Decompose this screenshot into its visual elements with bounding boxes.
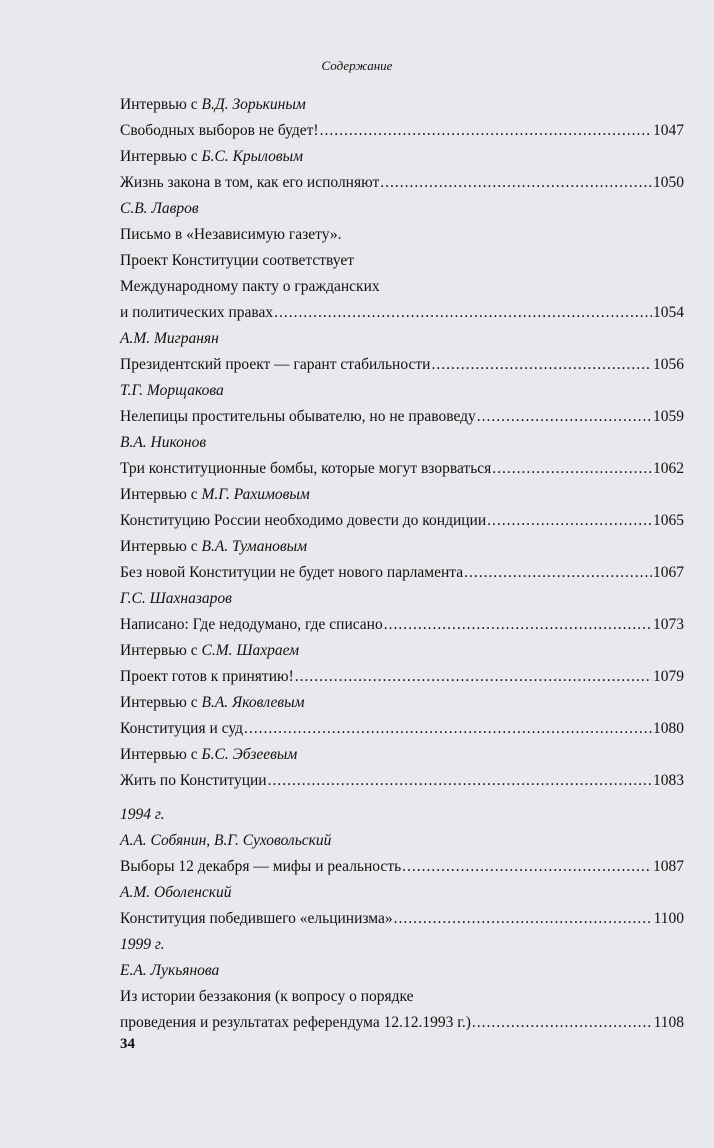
toc-entry: Нелепицы простительны обывателю, но не правоведу ..... 1059 (120, 404, 684, 430)
section-year: 1999 г. (120, 936, 165, 953)
toc-entry: Три конституционные бомбы, которые могут взорваться ..... 1062 (120, 456, 684, 482)
toc-entry: Конституция победившего «ельцинизма» ..... 1100 (120, 906, 684, 932)
toc-author: Интервью с В.А. Тумановым (120, 538, 308, 555)
toc-entry: Написано: Где недодумано, где списано ..... 1073 (120, 612, 684, 638)
page-number: 1087 (653, 858, 684, 875)
toc-entry: Жизнь закона в том, как его исполняют ..... 1050 (120, 170, 684, 196)
toc-author: Интервью с Б.С. Крыловым (120, 148, 303, 165)
toc-author: Интервью с В.А. Яковлевым (120, 694, 305, 711)
toc-author: А.А. Собянин, В.Г. Суховольский (120, 832, 332, 849)
toc-entry: Выборы 12 декабря — мифы и реальность ..... 1087 (120, 854, 684, 880)
page-number: 1050 (653, 174, 684, 191)
page-number: 1100 (653, 910, 684, 927)
page-number: 1062 (653, 460, 684, 477)
toc-author: С.В. Лавров (120, 200, 199, 217)
toc-entry: проведения и результатах референдума 12.12.1993 г.) ..... 1108 (120, 1010, 684, 1036)
toc-author: Т.Г. Морщакова (120, 382, 224, 399)
page-number: 1065 (653, 512, 684, 529)
toc-author: Интервью с Б.С. Эбзеевым (120, 746, 298, 763)
toc-entry: Без новой Конституции не будет нового парламента ..... 1067 (120, 560, 684, 586)
toc-entry: Жить по Конституции ..... 1083 (120, 768, 684, 794)
page-number: 1067 (653, 564, 684, 581)
toc-author: А.М. Мигранян (120, 330, 219, 347)
toc-author: А.М. Оболенский (120, 884, 232, 901)
toc-entry-line: Проект Конституции соответствует (120, 252, 355, 269)
section-year: 1994 г. (120, 806, 165, 823)
page-number: 1047 (653, 122, 684, 139)
page-number: 1080 (653, 720, 684, 737)
toc-entry-line: Письмо в «Независимую газету». (120, 226, 342, 243)
toc-entry-line: Международному пакту о гражданских (120, 278, 380, 295)
toc-entry: и политических правах ..... 1054 (120, 300, 684, 326)
toc-author: Г.С. Шахназаров (120, 590, 232, 607)
toc-entry: Свободных выборов не будет! ..... 1047 (120, 118, 684, 144)
toc-author: Интервью с М.Г. Рахимовым (120, 486, 310, 503)
toc-author: В.А. Никонов (120, 434, 207, 451)
page-number: 1059 (653, 408, 684, 425)
table-of-contents (120, 92, 684, 1036)
page-number: 1073 (653, 616, 684, 633)
toc-author: Интервью с С.М. Шахраем (120, 642, 300, 659)
toc-entry-line: Из истории беззакония (к вопросу о порядке (120, 988, 414, 1005)
toc-entry: Конституция и суд ..... 1080 (120, 716, 684, 742)
page-number: 1056 (653, 356, 684, 373)
page-folio: 34 (120, 1036, 135, 1052)
toc-entry: Проект готов к принятию! ..... 1079 (120, 664, 684, 690)
running-header: Содержание (321, 58, 393, 73)
toc-author: Интервью с В.Д. Зорькиным (120, 96, 306, 113)
page-number: 1083 (653, 772, 684, 789)
toc-entry: Президентский проект — гарант стабильности ..... 1056 (120, 352, 684, 378)
toc-entry: Конституцию России необходимо довести до кондиции ..... 1065 (120, 508, 684, 534)
page-number: 1079 (653, 668, 684, 685)
page-number: 1108 (653, 1014, 684, 1031)
toc-author: Е.А. Лукьянова (120, 962, 220, 979)
page-number: 1054 (653, 304, 684, 321)
